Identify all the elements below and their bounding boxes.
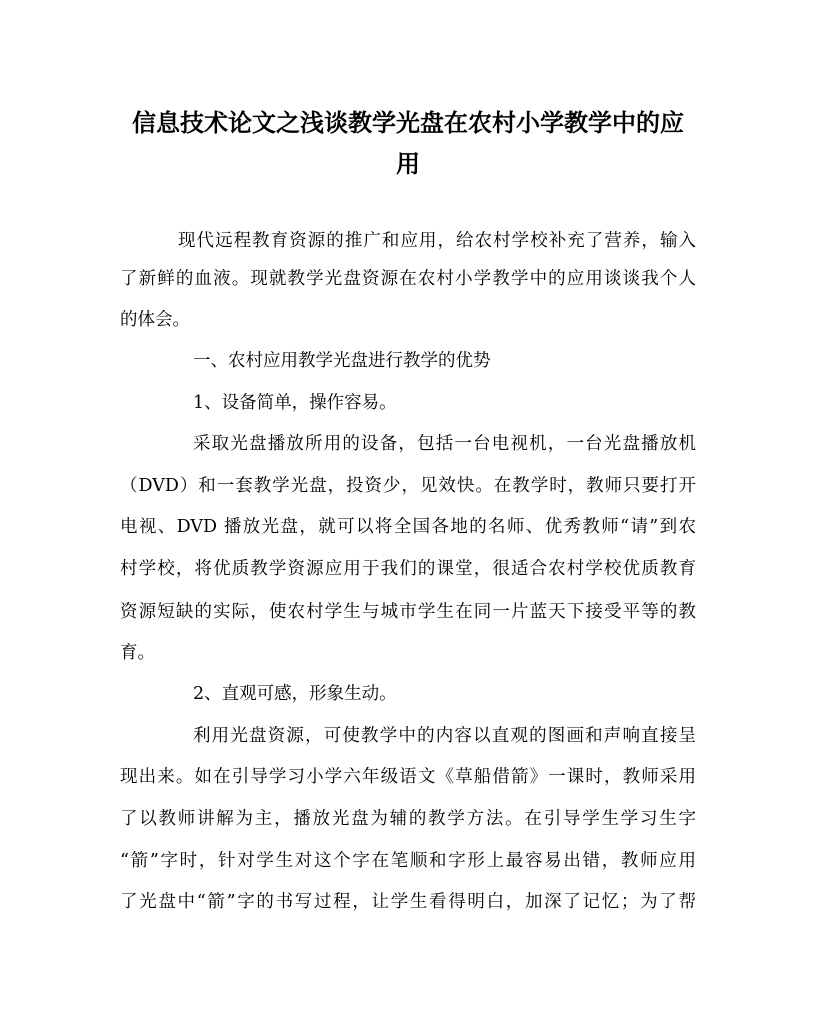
- paragraph-line: 的体会。: [120, 310, 190, 330]
- paragraph-line: 电视、DVD 播放光盘，就可以将全国各地的名师、优秀教师“请”到农: [120, 517, 696, 537]
- paragraph-line: （DVD）和一套教学光盘，投资少，见效快。在教学时，教师只要打开: [120, 476, 696, 496]
- paragraph-line: 了以教师讲解为主，播放光盘为辅的教学方法。在引导学生学习生字: [120, 809, 696, 829]
- paragraph-line: 村学校，将优质教学资源应用于我们的课堂，很适合农村学校优质教育: [120, 559, 696, 579]
- paragraph-line: 现出来。如在引导学习小学六年级语文《草船借箭》一课时，教师采用: [120, 767, 696, 787]
- paragraph-line: 了新鲜的血液。现就教学光盘资源在农村小学教学中的应用谈谈我个人: [120, 269, 696, 289]
- paragraph-line: 了光盘中“箭”字的书写过程，让学生看得明白，加深了记忆；为了帮: [120, 892, 696, 912]
- paragraph-line: 资源短缺的实际，使农村学生与城市学生在同一片蓝天下接受平等的教: [120, 602, 696, 622]
- paragraph-line: 育。: [120, 643, 155, 663]
- subsection-heading: 2、直观可感，形象生动。: [193, 684, 397, 704]
- document-title-line-1: 信息技术论文之浅谈教学光盘在农村小学教学中的应: [132, 108, 684, 137]
- paragraph-line: 现代远程教育资源的推广和应用，给农村学校补充了营养，输入: [178, 231, 696, 251]
- section-heading: 一、农村应用教学光盘进行教学的优势: [193, 351, 491, 371]
- subsection-heading: 1、设备简单，操作容易。: [193, 393, 397, 413]
- paragraph-line: 利用光盘资源，可使教学中的内容以直观的图画和声响直接呈: [193, 726, 696, 746]
- document-title-line-2: 用: [396, 149, 420, 178]
- paragraph-line: 采取光盘播放所用的设备，包括一台电视机，一台光盘播放机: [193, 434, 696, 454]
- paragraph-line: “箭”字时，针对学生对这个字在笔顺和字形上最容易出错，教师应用: [120, 851, 696, 871]
